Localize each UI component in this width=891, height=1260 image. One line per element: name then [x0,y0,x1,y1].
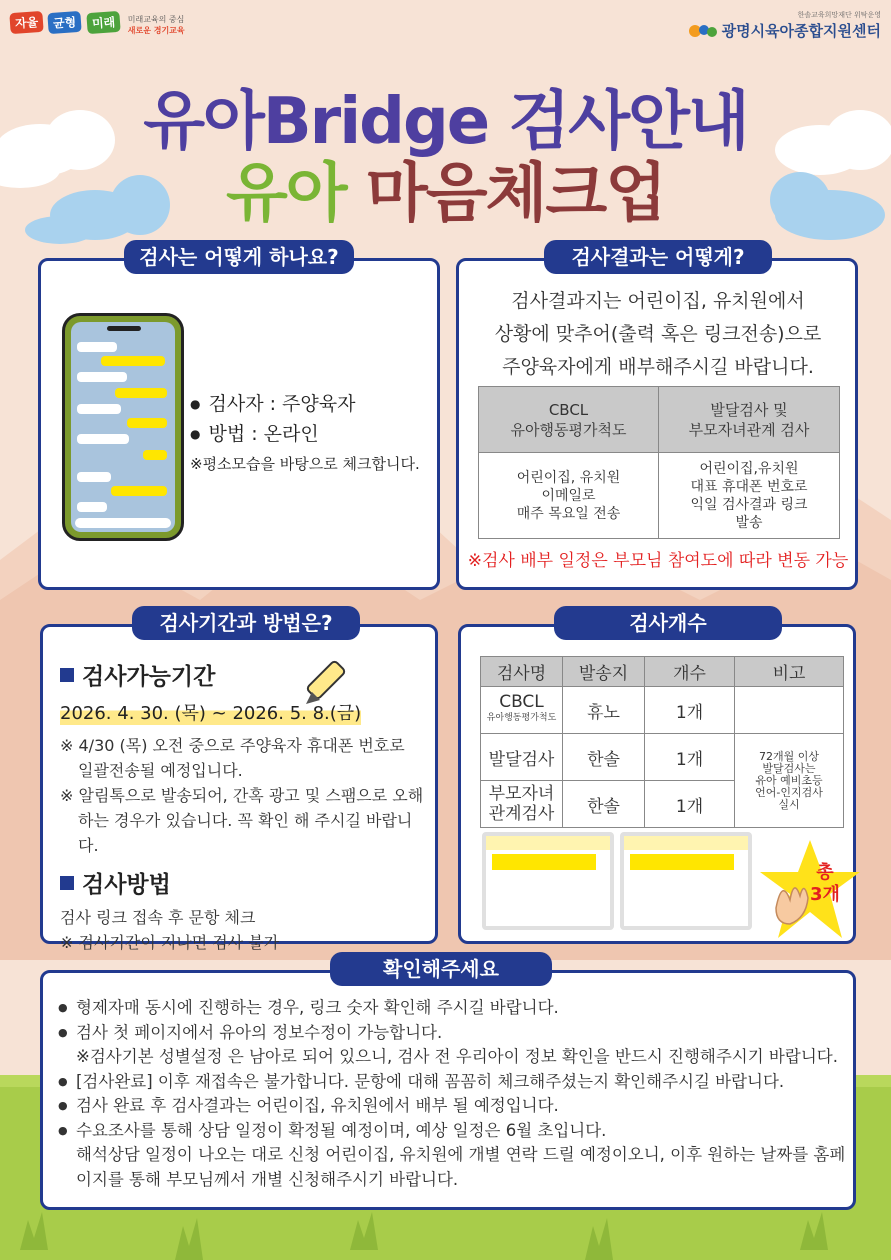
list-item: ● 검사 완료 후 검사결과는 어린이집, 유치원에서 배부 될 예정입니다. [58,1094,848,1119]
method-heading [60,866,430,899]
page-subtitle [0,142,891,234]
method-text: 검사 링크 접속 후 문항 체크 [60,908,256,927]
list-item: ● [검사완료] 이후 재접속은 불가합니다. 문항에 대해 꼼꼼히 체크해주셨는지 확인해주시길 바랍니다. [58,1070,848,1095]
center-sub: 한솔교육희망재단 위탁운영 [797,11,881,19]
period-heading-text: 검사가능기간 [82,664,216,690]
count-header: 발송지 [563,657,645,687]
subtitle-part-a: 유아 [225,157,346,231]
how-tab: 검사는 어떻게 하나요? [124,240,354,274]
list-item-cont: 해석상담 일정이 나오는 대로 신청 어린이집, 유치원에 개별 연락 드릴 예정이오니, 이후 원하는 날짜를 홈페이지를 통해 부모님께서 개별 신청해주시기 바랍니다. [76,1145,846,1189]
confirm-list [58,996,848,1192]
method-note: ※ 검사기간이 지나면 검사 불가 [60,933,280,952]
method-heading-text: 검사방법 [82,872,171,898]
count-header: 개수 [645,657,735,687]
results-line: 주양육자에게 배부해주시길 바랍니다. [502,356,814,378]
period-warning: 하는 경우가 있습니다. 꼭 확인 해 주시길 바랍니다. [78,811,413,855]
how-item: ● 방법 : 온라인 [190,420,420,450]
phone-illustration [62,313,184,541]
how-item: ● 검사자 : 주양육자 [190,390,420,420]
table-row [481,687,844,734]
period-warning: ※ 알림톡으로 발송되어, 간혹 광고 및 스팸으로 오해 [60,786,424,805]
confirm-tab: 확인해주세요 [330,952,552,986]
period-note: ※ 4/30 (목) 오전 중으로 주양육자 휴대폰 번호로 [60,736,405,755]
results-cell: 어린이집,유치원 대표 휴대폰 번호로 익일 검사결과 링크 발송 [659,453,840,539]
slogan-pill: 미래 [86,11,121,34]
logo-tagline [128,14,185,36]
subtitle-part-b: 마음체크업 [365,157,666,231]
message-screenshot [620,832,752,930]
results-text [462,285,854,384]
count-count: 1개 [645,734,735,781]
count-table [480,656,844,828]
count-sender: 한솔 [563,781,645,828]
slogan-pill: 균형 [48,11,83,34]
period-heading [60,658,430,691]
period-note: 일괄전송될 예정입니다. [78,761,243,780]
gyeonggi-education-logo [10,12,185,36]
count-sender: 한솔 [563,734,645,781]
tagline-line2: 새로운 경기교육 [127,26,185,35]
count-header: 검사명 [481,657,563,687]
list-item: ● 수요조사를 통해 상담 일정이 확정될 예정이며, 예상 일정은 6월 초입니다. [58,1119,848,1144]
results-table [478,386,840,539]
count-sender: 휴노 [563,687,645,734]
count-tab: 검사개수 [554,606,782,640]
count-name: CBCL [499,692,544,712]
list-item: ● 검사 첫 페이지에서 유아의 정보수정이 가능합니다. [58,1021,848,1046]
period-content [60,658,430,955]
results-line: 검사결과지는 어린이집, 유치원에서 [511,290,805,312]
center-name-row [688,20,881,41]
phone-screen [71,322,175,532]
message-screenshot [482,832,614,930]
count-count: 1개 [645,781,735,828]
results-header: CBCL 유아행동평가척도 [479,387,659,453]
count-name: 부모자녀 관계검사 [481,781,563,828]
count-remark: 72개월 이상 발달검사는 유아 예비초등 언어-인지검사 실시 [735,734,844,828]
total-count-badge: 총 3개 [810,862,840,905]
table-row [481,734,844,781]
count-count: 1개 [645,687,735,734]
count-name-sub: 유아행동평가척도 [486,713,557,723]
swirl-logo-icon [688,22,718,40]
period-date: 2026. 4. 30. (목) ~ 2026. 5. 8.(금) [60,699,361,725]
list-item-cont: ※검사기본 성별설정 은 남아로 되어 있으니, 검사 전 우리아이 정보 확인을 반드시 진행해주시기 바랍니다. [76,1047,838,1066]
tagline-line1: 미래교육의 중심 [127,15,185,24]
page-title: 유아Bridge 검사안내 [143,85,748,159]
list-item: ● 형제자매 동시에 진행하는 경우, 링크 숫자 확인해 주시길 바랍니다. [58,996,848,1021]
highlighter-pen-icon [300,652,362,710]
period-tab: 검사기간과 방법은? [132,606,360,640]
results-tab: 검사결과는 어떻게? [544,240,772,274]
center-logo [688,10,881,41]
how-note: ※평소모습을 바탕으로 체크합니다. [190,455,420,473]
count-header: 비고 [735,657,844,687]
results-note: ※검사 배부 일정은 부모님 참여도에 따라 변동 가능 [467,551,849,571]
results-cell: 어린이집, 유치원 이메일로 매주 목요일 전송 [479,453,659,539]
center-name: 광명시육아종합지원센터 [721,22,881,40]
slogan-pill: 자율 [9,11,44,34]
count-name: 발달검사 [481,734,563,781]
results-line: 상황에 맞추어(출력 혹은 링크전송)으로 [494,323,822,345]
how-list [190,390,420,478]
results-header: 발달검사 및 부모자녀관계 검사 [659,387,840,453]
